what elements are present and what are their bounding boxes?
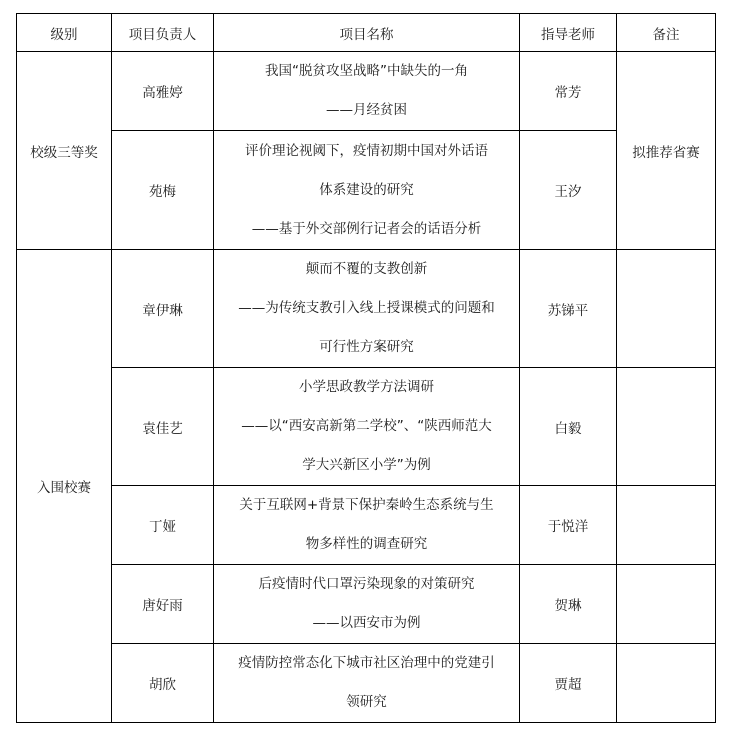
project-line: 评价理论视阈下，疫情初期中国对外话语 (245, 142, 488, 159)
note-cell (617, 250, 716, 368)
advisor-cell: 贾超 (520, 644, 617, 723)
header-row (17, 14, 716, 52)
advisor-cell: 贺琳 (520, 565, 617, 644)
project-name-cell (214, 250, 520, 368)
project-line: 关于互联网+背景下保护秦岭生态系统与生 (239, 497, 494, 513)
table-row (17, 250, 716, 368)
note-cell (617, 644, 716, 723)
project-name-cell (214, 368, 520, 486)
leader-cell: 胡欣 (112, 644, 214, 723)
advisor-cell: 常芳 (520, 52, 617, 131)
project-line: 疫情防控常态化下城市社区治理中的党建引 (238, 655, 495, 671)
leader-cell: 袁佳艺 (112, 368, 214, 486)
project-name-cell (214, 131, 520, 250)
leader-cell: 唐好雨 (112, 565, 214, 644)
table-row (17, 52, 716, 131)
project-line: 小学思政教学方法调研 (299, 379, 434, 395)
header-level: 级别 (17, 14, 112, 52)
project-line: 可行性方案研究 (319, 339, 414, 355)
header-project-name: 项目名称 (214, 14, 520, 52)
project-line: 物多样性的调查研究 (305, 536, 428, 552)
project-line: 后疫情时代口罩污染现象的对策研究 (258, 576, 475, 592)
project-name-cell (214, 565, 520, 644)
advisor-cell: 苏锑平 (520, 250, 617, 368)
leader-cell: 章伊琳 (112, 250, 214, 368)
level-cell: 校级三等奖 (17, 52, 112, 250)
note-cell (617, 565, 716, 644)
leader-cell: 丁娅 (112, 486, 214, 565)
project-line: ——以“西安高新第二学校”、“陕西师范大 (241, 418, 492, 434)
advisor-cell: 于悦洋 (520, 486, 617, 565)
leader-cell: 高雅婷 (112, 52, 214, 131)
table-row (17, 486, 716, 565)
project-line: 颠而不覆的支教创新 (305, 261, 428, 277)
table-row (17, 131, 716, 250)
note-cell (617, 368, 716, 486)
project-line: 领研究 (346, 694, 387, 710)
header-note: 备注 (617, 14, 716, 52)
table-row (17, 368, 716, 486)
header-advisor: 指导老师 (520, 14, 617, 52)
note-cell (617, 486, 716, 565)
advisor-cell: 王汐 (520, 131, 617, 250)
project-line: 学大兴新区小学”为例 (302, 457, 431, 473)
project-line: ——基于外交部例行记者会的话语分析 (251, 220, 482, 237)
project-line: ——为传统支教引入线上授课模式的问题和 (238, 300, 495, 316)
advisor-cell: 白毅 (520, 368, 617, 486)
level-cell: 入围校赛 (17, 250, 112, 723)
header-leader: 项目负责人 (112, 14, 214, 52)
leader-cell: 苑梅 (112, 131, 214, 250)
table-row (17, 644, 716, 723)
project-line: 我国“脱贫攻坚战略”中缺失的一角 (265, 63, 468, 79)
project-name-cell (214, 486, 520, 565)
project-line: ——月经贫困 (326, 102, 407, 118)
project-line: ——以西安市为例 (312, 615, 421, 631)
project-line: 体系建设的研究 (319, 181, 414, 198)
note-cell: 拟推荐省赛 (617, 52, 716, 250)
project-name-cell (214, 52, 520, 131)
table-row (17, 565, 716, 644)
project-name-cell (214, 644, 520, 723)
award-table (16, 13, 716, 723)
